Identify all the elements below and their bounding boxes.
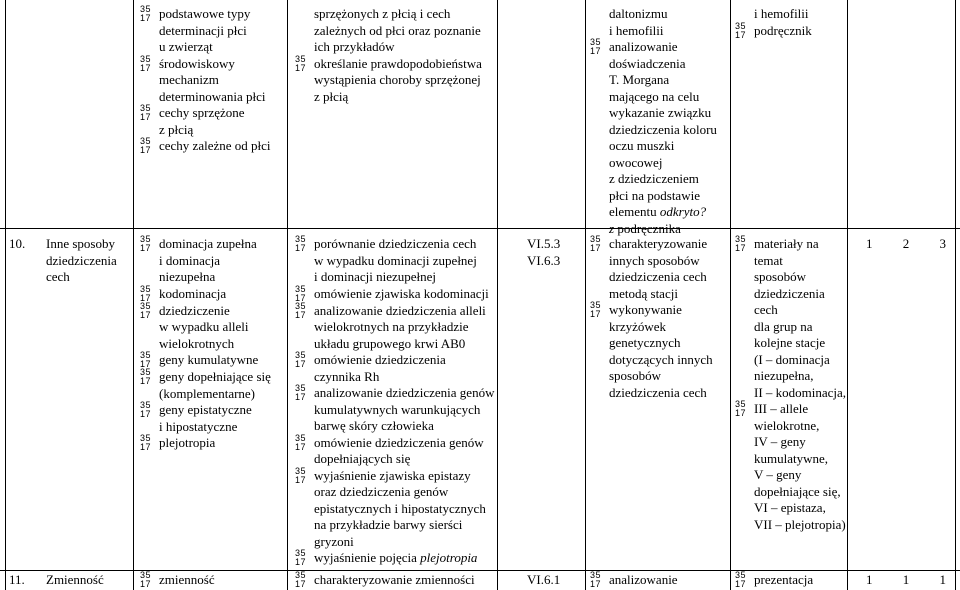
objective-item: 35 17 wyjaśnienie pojęcia plejotropia (295, 548, 478, 567)
bullet-icon: 35 17 (140, 300, 152, 320)
content-item: 35 17 cechy sprzężone z płcią (140, 103, 245, 137)
row-11-objective: 35 17 charakteryzowanie zmienności (295, 570, 475, 589)
row-10-hours: 1 2 3 (866, 236, 946, 251)
bullet-icon: 35 17 (295, 300, 307, 320)
material-item: 35 17 podręcznik (735, 20, 812, 40)
row-10-content (140, 236, 285, 452)
objective-item: 35 17 omówienie dziedziczenia genów dopełniających się (295, 432, 484, 466)
top-content-cell (140, 6, 285, 155)
content-item: 35 17 cechy zależne od płci (140, 136, 271, 155)
bullet-icon: 35 17 (140, 367, 152, 386)
bullet-icon: 35 17 (140, 570, 152, 589)
content-item: 35 17 geny kumulatywne (140, 350, 259, 369)
bullet-icon: 35 17 (735, 570, 747, 589)
objective-item: 35 17 porównanie dziedziczenia cech w wypadku dominacji zupełnej i dominacji niezupełnej (295, 234, 477, 284)
procedure-item: 35 17 charakteryzowanie innych sposobów dziedziczenia cech metodą stacji (590, 234, 708, 301)
bullet-icon: 35 17 (295, 548, 307, 567)
bullet-icon: 35 17 (140, 350, 152, 369)
objective-item: 35 17 określanie prawdopodobieństwa wystąpienia choroby sprzężonej z płcią (295, 53, 482, 104)
bullet-icon: 35 17 (590, 37, 602, 56)
material-item: 35 17 materiały na temat sposobów dziedziczenia cech dla grup na kolejne stacje (I – dominacja niezupełna, II – kodominacja, (735, 234, 847, 400)
row-11-standard: VI.6.1 (527, 572, 561, 587)
bullet-icon: 35 17 (140, 53, 152, 73)
content-item: 35 17 środowiskowy mechanizm determinowania płci (140, 53, 266, 104)
top-materials-cell: i hemofilii 35 17 podręcznik (735, 6, 845, 40)
row-11-topic: Zmienność (46, 572, 104, 587)
content-item: 35 17 dominacja zupełna i dominacja niezupełna (140, 234, 257, 284)
bullet-icon: 35 17 (295, 383, 307, 402)
bullet-icon: 35 17 (140, 234, 152, 253)
bullet-icon: 35 17 (295, 283, 307, 303)
row-10-number: 10. (9, 236, 26, 251)
bullet-icon: 35 17 (735, 234, 747, 253)
content-item: 35 17 geny epistatyczne i hipostatyczne (140, 400, 252, 434)
bullet-icon: 35 17 (735, 399, 747, 418)
bullet-icon: 35 17 (735, 20, 747, 40)
row-11-material: 35 17 prezentacja (735, 570, 814, 589)
content-item: 35 17 dziedziczenie w wypadku alleli wielokrotnych (140, 300, 249, 351)
row-10-procedures (590, 236, 728, 401)
procedure-item: 35 17 wykonywanie krzyżówek genetycznych dotyczących innych sposobów dziedziczenia cech (590, 300, 713, 400)
content-item: 35 17 podstawowe typy determinacji płci u zwierząt (140, 4, 251, 54)
objective-item: 35 17 omówienie zjawiska kodominacji (295, 283, 489, 303)
bullet-icon: 35 17 (295, 465, 307, 485)
bullet-icon: 35 17 (295, 350, 307, 369)
material-item: 35 17 III – allele wielokrotne, IV – geny kumulatywne, V – geny dopełniające się, VI – epistaza, VII – plejotropia) (735, 399, 846, 532)
bullet-icon: 35 17 (140, 136, 152, 155)
top-procedures-cell: daltonizmu i hemofilii 35 17 analizowanie doświadczenia T. Morgana mającego na celu wykazanie związku dziedziczenia koloru oczu muszki owocowej z dziedziczeniem płci na podstawie elementu odkryto? z podręcznika (590, 6, 728, 237)
bullet-icon: 35 17 (295, 53, 307, 73)
bullet-icon: 35 17 (140, 4, 152, 23)
bullet-icon: 35 17 (590, 300, 602, 319)
bullet-icon: 35 17 (140, 400, 152, 419)
objective-item: 35 17 omówienie dziedziczenia czynnika Rh (295, 350, 446, 384)
objective-item: 35 17 analizowanie dziedziczenia alleli wielokrotnych na przykładzie układu grupowego krwi AB0 (295, 300, 486, 351)
row-11-procedure: 35 17 analizowanie (590, 570, 678, 589)
row-11-number: 11. (9, 572, 25, 587)
objective-item: 35 17 analizowanie dziedziczenia genów kumulatywnych warunkujących barwę skóry człowieka (295, 383, 495, 433)
row-10-standards: VI.5.3 VI.6.3 (527, 236, 561, 268)
row-11-content: 35 17 zmienność (140, 570, 215, 589)
bullet-icon: 35 17 (140, 103, 152, 122)
objective-item: 35 17 wyjaśnienie zjawiska epistazy oraz dziedziczenia genów epistatycznych i hipostatycznych na przykładzie barwy sierści gryzoni (295, 465, 486, 549)
bullet-icon: 35 17 (590, 570, 602, 589)
content-item: 35 17 geny dopełniające się (komplementarne) (140, 367, 271, 401)
bullet-icon: 35 17 (295, 432, 307, 452)
row-10-topic: Inne sposoby dziedziczenia cech (46, 236, 117, 284)
bullet-icon: 35 17 (140, 433, 152, 452)
row-10-materials (735, 236, 849, 533)
top-objectives-cell: sprzężonych z płcią i cech zależnych od płci oraz poznanie ich przykładów 35 17 określanie prawdopodobieństwa wystąpienia choroby sprzężonej z płcią (295, 6, 495, 105)
content-item: 35 17 kodominacja (140, 283, 227, 303)
row-10-objectives (295, 236, 495, 567)
bullet-icon: 35 17 (140, 283, 152, 303)
bullet-icon: 35 17 (590, 234, 602, 253)
content-item: 35 17 plejotropia (140, 433, 216, 452)
row-11-hours: 1 1 1 (866, 572, 946, 587)
bullet-icon: 35 17 (295, 570, 307, 589)
bullet-icon: 35 17 (295, 234, 307, 253)
procedure-item: 35 17 analizowanie doświadczenia T. Morgana mającego na celu wykazanie związku dziedziczenia koloru oczu muszki owocowej z dziedziczeniem płci na podstawie elementu odkryto? z podręcznika (590, 37, 717, 236)
